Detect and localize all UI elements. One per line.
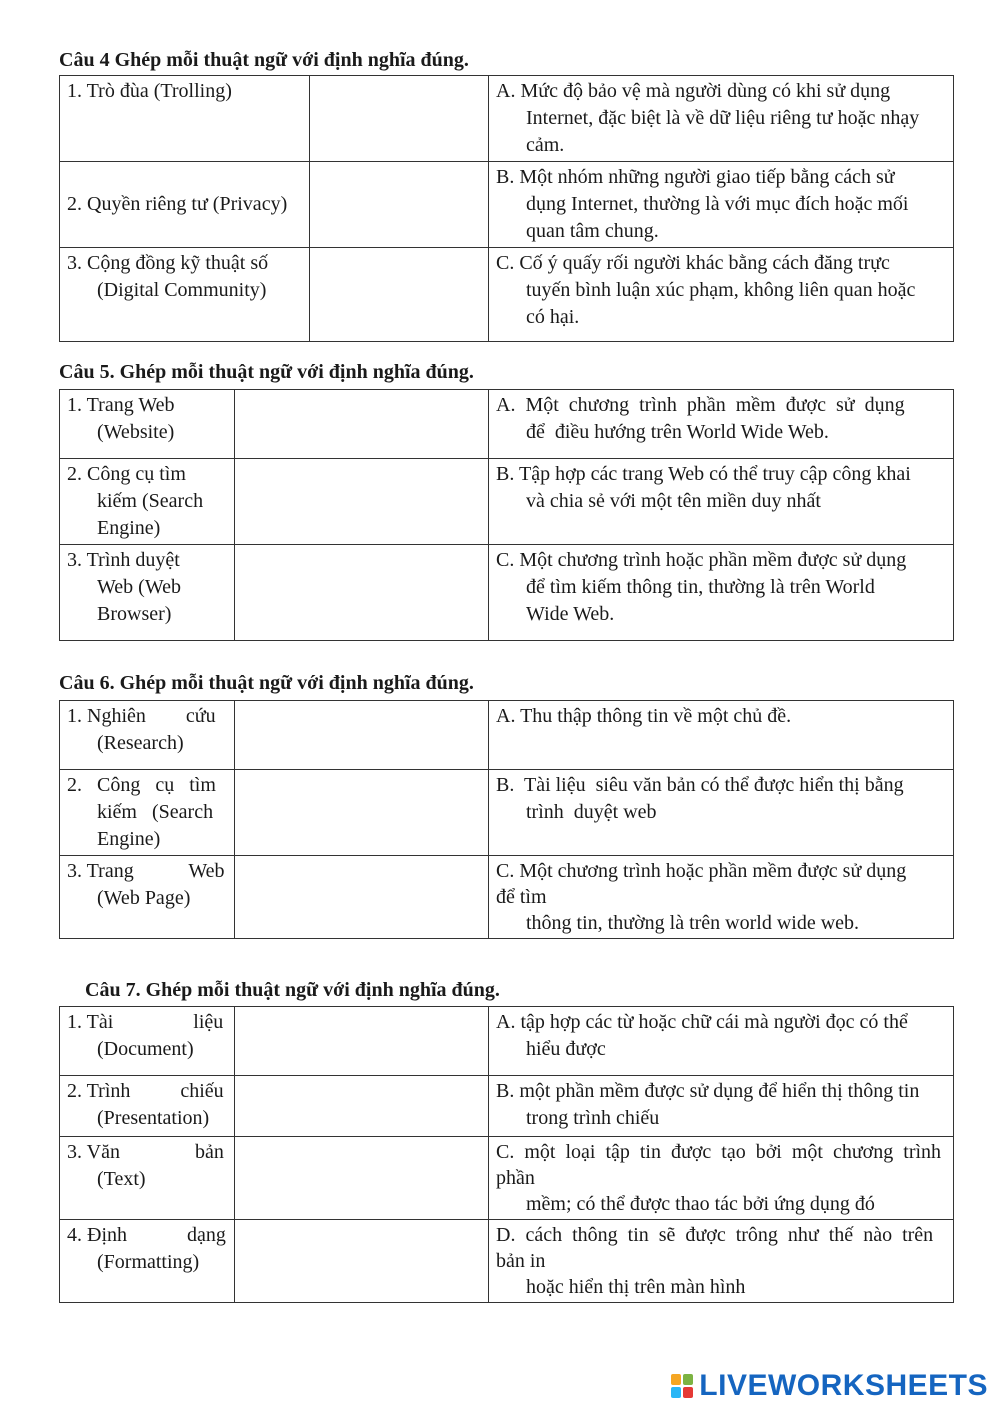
answer-cell[interactable]: [235, 1137, 489, 1220]
term-text: 1. Trang Web: [67, 394, 175, 416]
term-text: 3. Cộng đồng kỹ thuật số: [67, 252, 269, 274]
liveworksheets-logo: [671, 1368, 988, 1404]
definition-text: hoặc hiển thị trên màn hình: [526, 1276, 746, 1298]
definition-text: A. Một chương trình phần mềm được sử dụng: [496, 394, 905, 416]
answer-cell[interactable]: [310, 76, 489, 162]
definition-text: thông tin, thường là trên world wide web.: [526, 912, 860, 934]
term-cell: [60, 76, 310, 162]
definition-text: và chia sẻ với một tên miền duy nhất: [526, 490, 821, 512]
table-row: [60, 1137, 954, 1220]
table-row: [60, 162, 954, 248]
term-text: 2. Quyền riêng tư (Privacy): [67, 193, 288, 215]
definition-text: Internet, đặc biệt là về dữ liệu riêng tư hoặc nhạy: [526, 107, 920, 129]
definition-cell: [489, 856, 954, 939]
table-row: [60, 248, 954, 342]
definition-text: quan tâm chung.: [526, 220, 659, 242]
term-cell: [60, 770, 235, 856]
definition-cell: [489, 1220, 954, 1303]
answer-cell[interactable]: [235, 701, 489, 770]
definition-text: B. một phần mềm được sử dụng để hiển thị thông tin: [496, 1080, 920, 1102]
definition-cell: [489, 1137, 954, 1220]
table-row: [60, 770, 954, 856]
definition-text: phần: [496, 1167, 535, 1189]
term-cell: [60, 459, 235, 545]
definition-text: D. cách thông tin sẽ được trông như thế nào trên: [496, 1224, 934, 1246]
definition-cell: [489, 1076, 954, 1137]
term-cell: [60, 1220, 235, 1303]
definition-cell: [489, 248, 954, 342]
logo-tile: [683, 1387, 693, 1398]
term-text: 1. Tài liệu: [67, 1011, 224, 1033]
definition-cell: [489, 770, 954, 856]
definition-cell: [489, 459, 954, 545]
term-cell: [60, 390, 235, 459]
table-row: [60, 76, 954, 162]
definition-text: để điều hướng trên World Wide Web.: [526, 421, 829, 443]
definition-cell: [489, 1007, 954, 1076]
table-row: [60, 1076, 954, 1137]
liveworksheets-logo-icon: [671, 1374, 693, 1398]
section-6-table: [59, 700, 954, 939]
definition-text: để tìm kiếm thông tin, thường là trên World: [526, 576, 875, 598]
term-text: (Digital Community): [97, 279, 267, 301]
term-text: 3. Văn bản: [67, 1141, 224, 1163]
definition-cell: [489, 76, 954, 162]
term-cell: [60, 162, 310, 248]
term-text: (Presentation): [97, 1107, 210, 1129]
definition-text: tuyến bình luận xúc phạm, không liên quan hoặc: [526, 279, 916, 301]
term-text: 1. Nghiên cứu: [67, 705, 216, 727]
table-row: [60, 856, 954, 939]
definition-text: B. Tài liệu siêu văn bản có thể được hiển thị bằng: [496, 774, 904, 796]
term-text: (Document): [97, 1038, 194, 1060]
term-cell: [60, 545, 235, 641]
term-text: (Web Page): [97, 887, 191, 909]
section-5-table: [59, 389, 954, 641]
table-row: [60, 390, 954, 459]
definition-text: C. Cố ý quấy rối người khác bằng cách đăng trực: [496, 252, 890, 274]
term-text: Engine): [97, 828, 161, 850]
term-text: Browser): [97, 603, 172, 625]
definition-cell: [489, 390, 954, 459]
definition-text: B. Tập hợp các trang Web có thể truy cập công khai: [496, 463, 911, 485]
answer-cell[interactable]: [310, 248, 489, 342]
answer-cell[interactable]: [235, 545, 489, 641]
definition-text: bản in: [496, 1250, 546, 1272]
definition-cell: [489, 545, 954, 641]
answer-cell[interactable]: [235, 856, 489, 939]
answer-cell[interactable]: [235, 1076, 489, 1137]
term-text: (Formatting): [97, 1251, 200, 1273]
definition-text: A. Mức độ bảo vệ mà người dùng có khi sử dụng: [496, 80, 891, 102]
definition-text: C. Một chương trình hoặc phần mềm được sử dụng: [496, 860, 907, 882]
section-4-title: Câu 4 Ghép mỗi thuật ngữ với định nghĩa đúng.: [59, 49, 469, 71]
term-cell: [60, 1137, 235, 1220]
answer-cell[interactable]: [310, 162, 489, 248]
section-6-title: Câu 6. Ghép mỗi thuật ngữ với định nghĩa đúng.: [59, 672, 474, 694]
definition-cell: [489, 162, 954, 248]
answer-cell[interactable]: [235, 770, 489, 856]
section-4-table: [59, 75, 954, 342]
term-cell: [60, 701, 235, 770]
term-text: 1. Trò đùa (Trolling): [67, 80, 232, 102]
term-text: Engine): [97, 517, 161, 539]
definition-text: để tìm: [496, 886, 547, 908]
logo-tile: [671, 1387, 681, 1398]
definition-text: trình duyệt web: [526, 801, 657, 823]
term-text: 3. Trình duyệt: [67, 549, 180, 571]
definition-text: có hại.: [526, 306, 580, 328]
section-5-title: Câu 5. Ghép mỗi thuật ngữ với định nghĩa đúng.: [59, 361, 474, 383]
logo-text: LIVEWORKSHEETS: [699, 1369, 988, 1402]
definition-text: cảm.: [526, 134, 565, 156]
table-row: [60, 1007, 954, 1076]
term-text: 2. Trình chiếu: [67, 1080, 224, 1102]
term-cell: [60, 856, 235, 939]
section-7-table: [59, 1006, 954, 1303]
answer-cell[interactable]: [235, 459, 489, 545]
definition-text: C. Một chương trình hoặc phần mềm được sử dụng: [496, 549, 907, 571]
definition-text: dụng Internet, thường là với mục đích hoặc mối: [526, 193, 909, 215]
logo-tile: [671, 1374, 681, 1385]
answer-cell[interactable]: [235, 1007, 489, 1076]
definition-text: C. một loại tập tin được tạo bởi một chương trình: [496, 1141, 942, 1163]
answer-cell[interactable]: [235, 390, 489, 459]
definition-text: A. Thu thập thông tin về một chủ đề.: [496, 705, 792, 727]
term-cell: [60, 248, 310, 342]
term-text: 4. Định dạng: [67, 1224, 226, 1246]
logo-tile: [683, 1374, 693, 1385]
table-row: [60, 701, 954, 770]
term-text: kiếm (Search: [97, 490, 204, 512]
definition-text: A. tập hợp các từ hoặc chữ cái mà người đọc có thể: [496, 1011, 908, 1033]
definition-text: trong trình chiếu: [526, 1107, 660, 1129]
section-7-title: Câu 7. Ghép mỗi thuật ngữ với định nghĩa đúng.: [85, 979, 500, 1001]
table-row: [60, 459, 954, 545]
term-text: 3. Trang Web: [67, 860, 225, 882]
definition-text: B. Một nhóm những người giao tiếp bằng cách sử: [496, 166, 895, 188]
term-text: (Research): [97, 732, 184, 754]
term-text: 2. Công cụ tìm: [67, 774, 216, 796]
term-text: 2. Công cụ tìm: [67, 463, 186, 485]
definition-text: hiểu được: [526, 1038, 606, 1060]
term-text: (Text): [97, 1168, 146, 1190]
term-cell: [60, 1076, 235, 1137]
term-text: kiếm (Search: [97, 801, 214, 823]
table-row: [60, 1220, 954, 1303]
answer-cell[interactable]: [235, 1220, 489, 1303]
table-row: [60, 545, 954, 641]
term-cell: [60, 1007, 235, 1076]
term-text: Web (Web: [97, 576, 181, 598]
definition-text: Wide Web.: [526, 603, 615, 625]
term-text: (Website): [97, 421, 175, 443]
definition-cell: [489, 701, 954, 770]
definition-text: mềm; có thể được thao tác bởi ứng dụng đó: [526, 1193, 875, 1215]
